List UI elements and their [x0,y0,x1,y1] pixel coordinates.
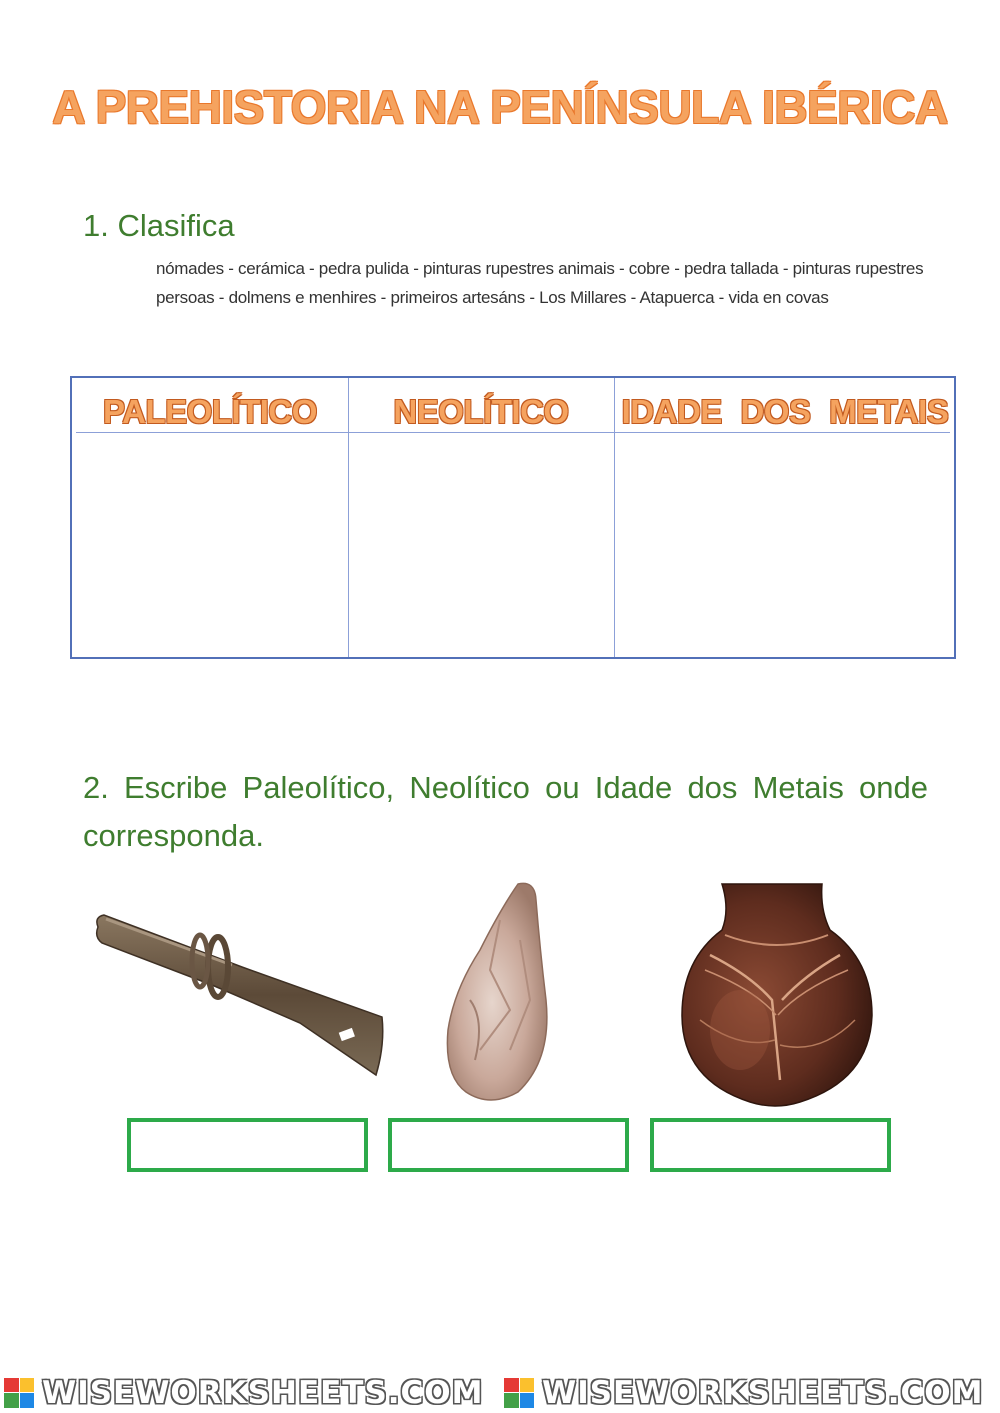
answer-box-handaxe[interactable] [388,1118,629,1172]
footer-brand-right [504,1372,984,1413]
drop-zone-idade-dos-metais[interactable] [615,434,956,657]
word-bank: nómades - cerámica - pedra pulida - pinturas rupestres animais - cobre - pedra tallada - pinturas rupestres persoas - dolmens e menhires - primeiros artesáns - Los Millares - Atapuerca - vida en covas [156,259,924,307]
footer-branding [0,1372,1000,1413]
column-header-paleolitico: PALEOLÍTICO [103,393,317,430]
section-1-heading: 1. Clasifica [83,208,235,243]
ceramic-pot-icon [680,880,875,1110]
drop-zone-paleolitico[interactable] [72,434,348,657]
answer-box-axe[interactable] [127,1118,368,1172]
column-header-idade-dos-metais: IDADE DOS METAIS [621,393,949,430]
answer-box-pot[interactable] [650,1118,891,1172]
brand-text: WISEWORKSHEETS.COM [42,1374,484,1411]
classification-table [70,376,956,659]
section-2-heading: 2. Escribe Paleolítico, Neolítico ou Idade dos Metais onde corresponda. [83,770,928,853]
brand-logo-icon [504,1378,534,1408]
footer-brand-left [4,1372,484,1413]
metal-axe-icon [92,905,387,1080]
brand-text: WISEWORKSHEETS.COM [542,1374,984,1411]
brand-logo-icon [4,1378,34,1408]
header-divider [76,432,950,433]
flint-handaxe-icon [440,880,555,1105]
page-title: A PREHISTORIA NA PENÍNSULA IBÉRICA [52,81,948,133]
column-header-neolitico: NEOLÍTICO [393,393,569,430]
drop-zone-neolitico[interactable] [349,434,614,657]
